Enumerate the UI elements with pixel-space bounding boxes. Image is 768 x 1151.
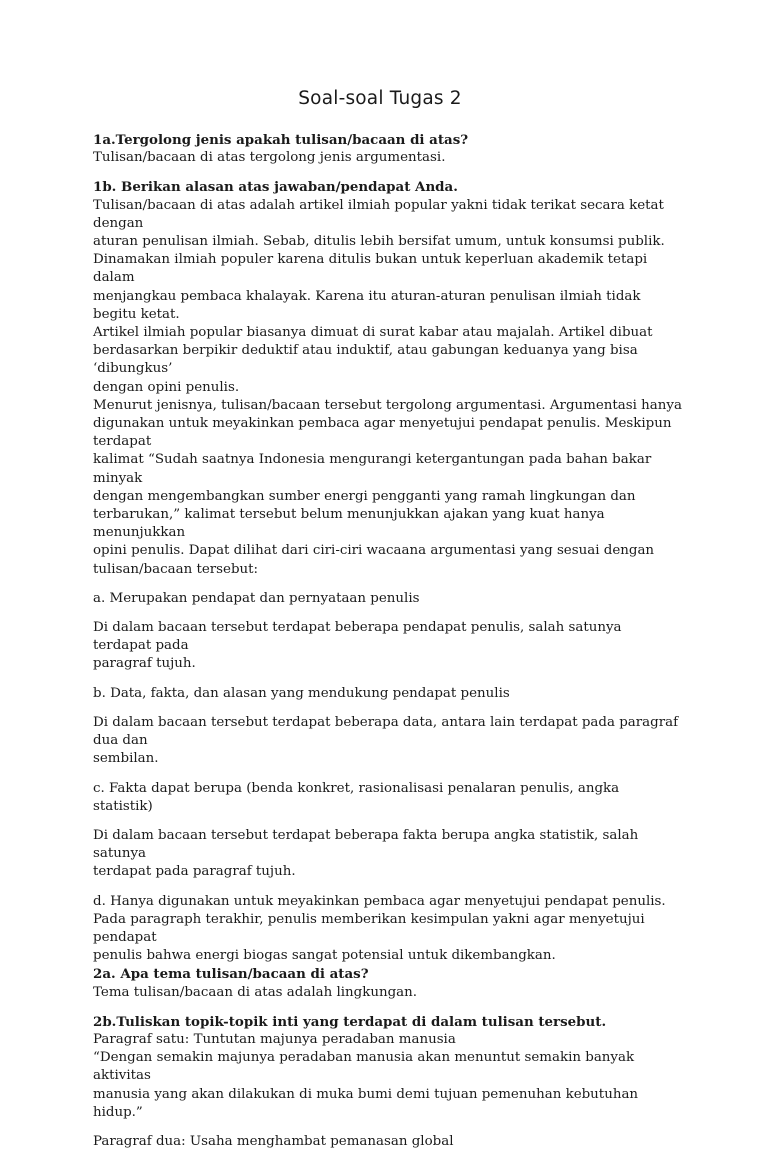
point-a: a. Merupakan pendapat dan pernyataan penulis bbox=[93, 590, 420, 606]
text-line: opini penulis. Dapat dilihat dari ciri-ciri wacaana argumentasi yang sesuai dengan bbox=[93, 543, 655, 559]
text-line: sembilan. bbox=[93, 751, 159, 767]
question-2b: 2b.Tuliskan topik-topik inti yang terdapat di dalam tulisan tersebut. bbox=[93, 1013, 607, 1030]
answer-1b-paragraph-2 bbox=[93, 397, 683, 579]
text-line: berdasarkan berpikir deduktif atau induktif, atau gabungan keduanya yang bisa ‘dibungkus’ bbox=[93, 343, 638, 377]
document-title: Soal-soal Tugas 2 bbox=[298, 88, 462, 109]
text-line: Artikel ilmiah popular biasanya dimuat di surat kabar atau majalah. Artikel dibuat bbox=[93, 325, 653, 341]
text-line: Di dalam bacaan tersebut terdapat beberapa data, antara lain terdapat pada paragraf dua dan bbox=[93, 714, 679, 749]
paragraph-1-topic: Paragraf satu: Tuntutan majunya peradaban manusia bbox=[93, 1031, 456, 1047]
point-a-description bbox=[93, 619, 683, 674]
text-line: dengan mengembangkan sumber energi pengganti yang ramah lingkungan dan bbox=[93, 488, 636, 504]
text-line: penulis bahwa energi biogas sangat potensial untuk dikembangkan. bbox=[93, 948, 556, 964]
text-line: menjangkau pembaca khalayak. Karena itu aturan-aturan penulisan ilmiah tidak begitu ketat. bbox=[93, 288, 641, 322]
text-line: kalimat “Sudah saatnya Indonesia mengurangi ketergantungan pada bahan bakar minyak bbox=[93, 452, 652, 486]
point-c: c. Fakta dapat berupa (benda konkret, rasionalisasi penalaran penulis, angka statistik) bbox=[93, 780, 620, 814]
text-line: Tulisan/bacaan di atas adalah artikel ilmiah popular yakni tidak terikat secara ketat dengan bbox=[93, 197, 664, 231]
text-line: dengan opini penulis. bbox=[93, 379, 240, 395]
text-line: Menurut jenisnya, tulisan/bacaan tersebut tergolong argumentasi. Argumentasi hanya bbox=[93, 397, 682, 413]
text-line: “Dengan semakin majunya peradaban manusia akan menuntut semakin banyak aktivitas bbox=[93, 1050, 635, 1084]
text-line: Di dalam bacaan tersebut terdapat beberapa fakta berupa angka statistik, salah satunya bbox=[93, 827, 639, 862]
point-d: d. Hanya digunakan untuk meyakinkan pembaca agar menyetujui pendapat penulis. bbox=[93, 893, 666, 909]
text-line: terbarukan,” kalimat tersebut belum menunjukkan ajakan yang kuat hanya menunjukkan bbox=[93, 507, 605, 541]
text-line: Dinamakan ilmiah populer karena ditulis bukan untuk keperluan akademik tetapi dalam bbox=[93, 252, 648, 286]
answer-1b-paragraph-1 bbox=[93, 197, 683, 397]
point-d-description bbox=[93, 911, 683, 966]
answer-2a: Tema tulisan/bacaan di atas adalah lingkungan. bbox=[93, 984, 418, 1000]
document-page bbox=[93, 88, 683, 1151]
text-line: Pada paragraph terakhir, penulis memberikan kesimpulan yakni agar menyetujui pendapat bbox=[93, 911, 645, 945]
answer-1a: Tulisan/bacaan di atas tergolong jenis argumentasi. bbox=[93, 150, 446, 166]
paragraph-2-topic: Paragraf dua: Usaha menghambat pemanasan global bbox=[93, 1133, 454, 1149]
question-1a: 1a.Tergolong jenis apakah tulisan/bacaan di atas? bbox=[93, 132, 469, 148]
question-1b: 1b. Berikan alasan atas jawaban/pendapat Anda. bbox=[93, 179, 458, 196]
text-line: terdapat pada paragraf tujuh. bbox=[93, 864, 296, 880]
point-b-description bbox=[93, 714, 683, 769]
text-line: aturan penulisan ilmiah. Sebab, ditulis lebih bersifat umum, untuk konsumsi publik. bbox=[93, 234, 665, 250]
text-line: paragraf tujuh. bbox=[93, 656, 196, 672]
text-line: Di dalam bacaan tersebut terdapat beberapa pendapat penulis, salah satunya terdapat pada bbox=[93, 620, 622, 654]
point-c-description bbox=[93, 827, 683, 882]
text-line: manusia yang akan dilakukan di muka bumi demi tujuan pemenuhan kebutuhan hidup.” bbox=[93, 1086, 639, 1120]
point-b: b. Data, fakta, dan alasan yang mendukung pendapat penulis bbox=[93, 685, 510, 701]
text-line: tulisan/bacaan tersebut: bbox=[93, 561, 259, 577]
text-line: digunakan untuk meyakinkan pembaca agar menyetujui pendapat penulis. Meskipun terdapat bbox=[93, 416, 672, 450]
question-2a: 2a. Apa tema tulisan/bacaan di atas? bbox=[93, 966, 369, 983]
paragraph-1-quote bbox=[93, 1049, 683, 1122]
